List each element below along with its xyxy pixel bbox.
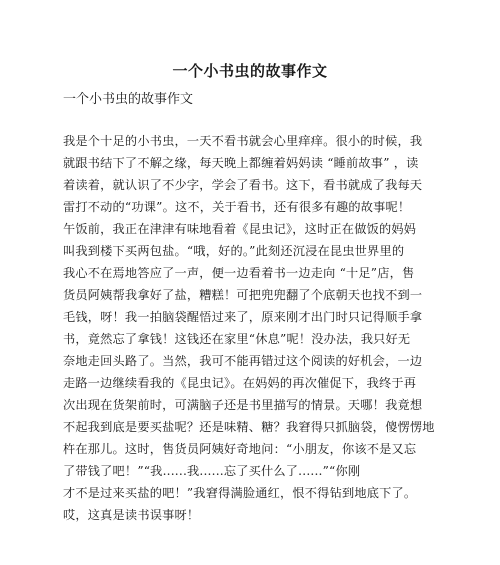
document-title: 一个小书虫的故事作文 [172,62,328,80]
paragraph-line: 毛钱，呀！我一拍脑袋醒悟过来了，原来刚才出门时只记得顺手拿 [63,310,423,324]
paragraph-1 [63,130,443,218]
paragraph-line: 哎，这真是读书误事呀！ [63,508,200,522]
paragraph-line: 杵在那儿。这时，售货员阿姨好奇地问：“小朋友，你该不是又忘 [63,442,417,456]
paragraph-line: 书，竟然忘了拿钱！这钱还在家里“休息”呢！没办法，我只好无 [63,332,411,346]
paragraph-line: 不起我到底是要买盐呢？还是味精、糖？我窘得只抓脑袋，傻愣愣地 [63,420,435,434]
paragraph-line: 我心不在焉地答应了一声，便一边看着书一边走向 “十足”店，售 [63,266,415,280]
paragraph-line: 着读着，就认识了不少字，学会了看书。这下，看书就成了我每天 [63,178,423,192]
paragraph-line: 就跟书结下了不解之缘，每天晚上都缠着妈妈读 “睡前故事” ，读 [63,156,419,170]
paragraph-line: 次出现在货架前时，可满脑子还是书里描写的情景。天哪！我竟想 [63,398,423,412]
paragraph-line: 走路一边继续看我的《昆虫记》。在妈妈的再次催促下，我终于再 [63,376,417,390]
paragraph-line: 雷打不动的“功课”。这不，关于看书，还有很多有趣的故事呢！ [63,200,411,214]
paragraph-2 [63,218,443,526]
paragraph-line: 叫我到楼下买两包盐。“哦，好的。”此刻还沉浸在昆虫世界里的 [63,244,405,258]
paragraph-line: 午饭前，我正在津津有味地看着《昆虫记》，这时正在做饭的妈妈 [63,222,417,236]
paragraph-line: 才不是过来买盐的吧！”我窘得满脸通红，恨不得钻到地底下了。 [63,486,417,500]
document-subtitle: 一个小书虫的故事作文 [63,92,194,107]
paragraph-line: 我是个十足的小书虫，一天不看书就会心里痒痒。很小的时候，我 [63,134,423,148]
paragraph-line: 奈地走回头路了。当然，我可不能再错过这个阅读的好机会，一边 [63,354,423,368]
paragraph-line: 货员阿姨帮我拿好了盐，糟糕！可把兜兜翻了个底朝天也找不到一 [63,288,423,302]
paragraph-line: 了带钱了吧！”“我......我......忘了买什么了......”“你刚 [63,464,361,478]
